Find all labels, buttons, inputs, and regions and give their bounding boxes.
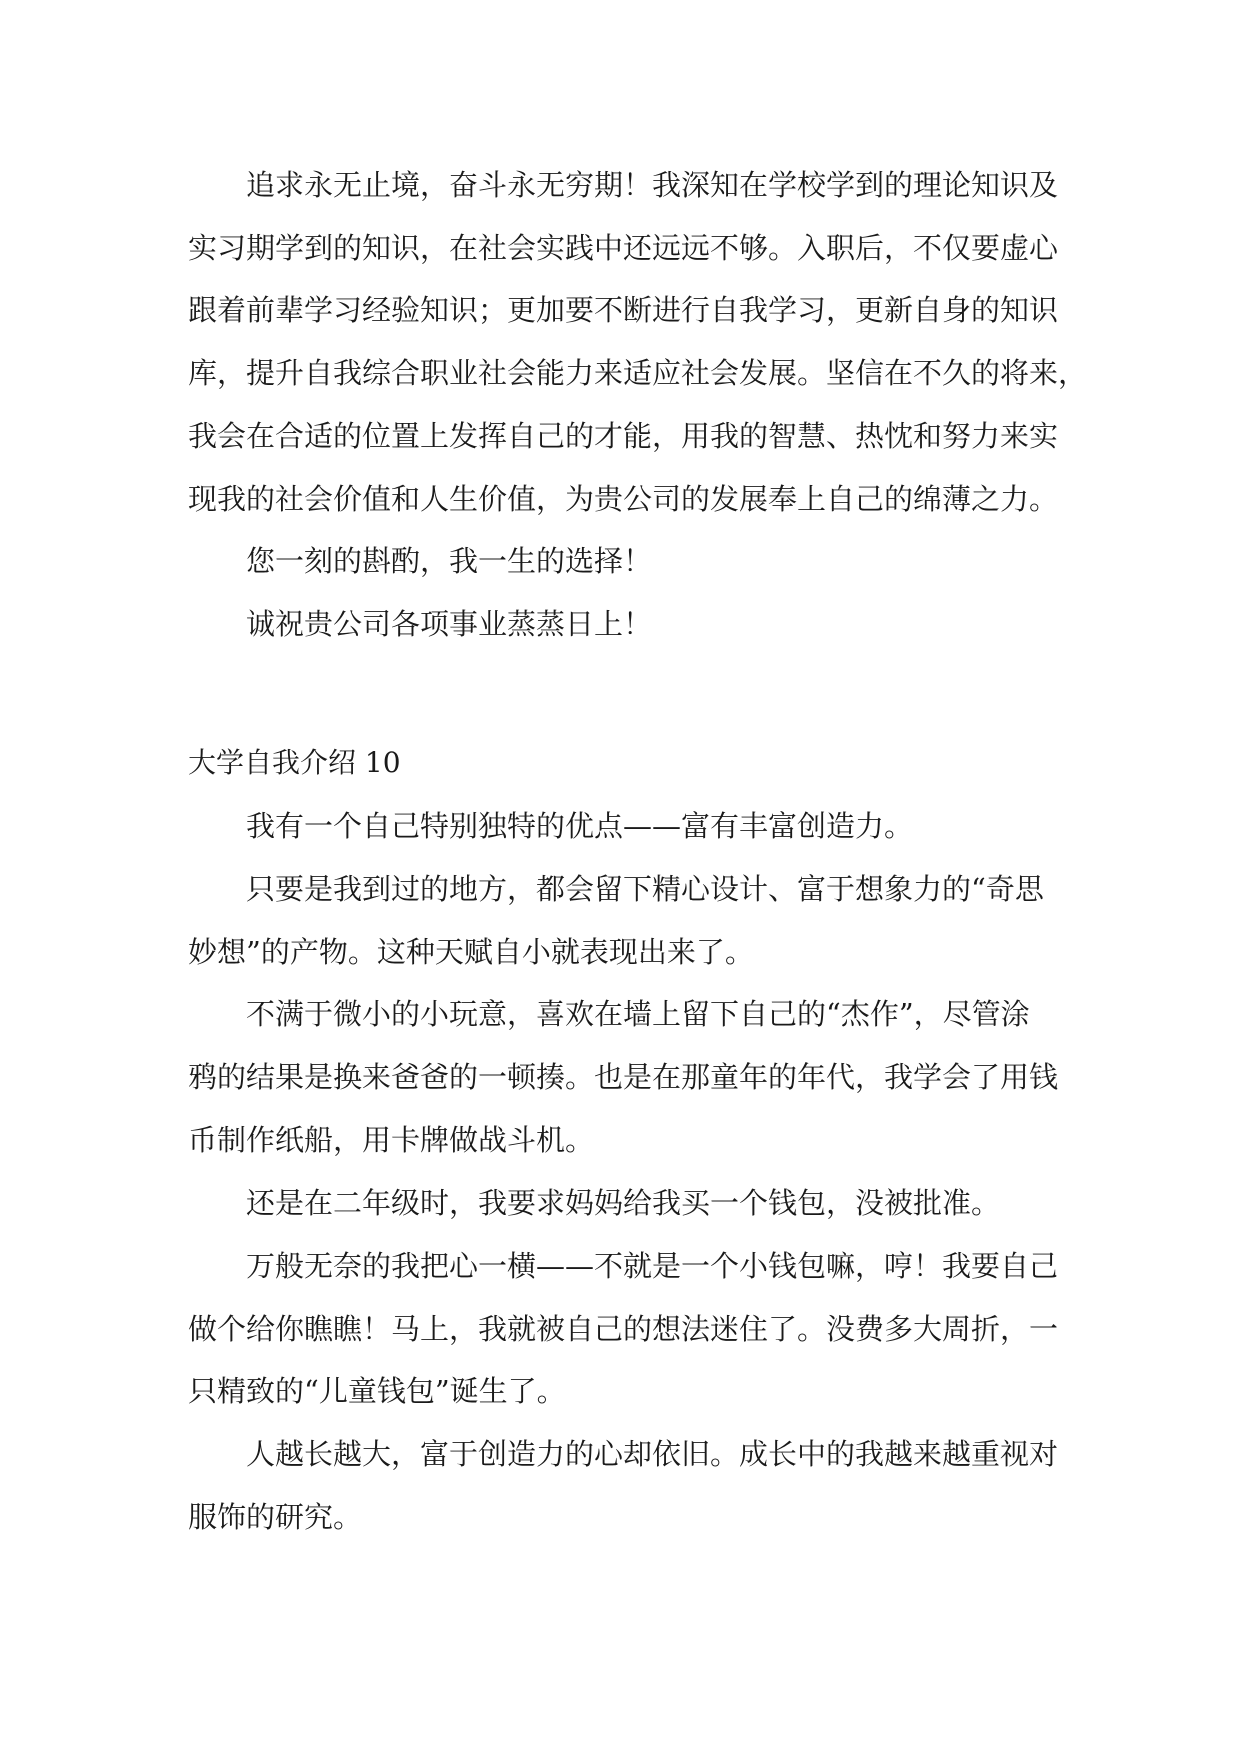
- text-line: 我会在合适的位置上发挥自己的才能，用我的智慧、热忱和努力来实: [188, 419, 1059, 453]
- text-line: 鸦的结果是换来爸爸的一顿揍。也是在那童年的年代，我学会了用钱: [188, 1060, 1059, 1094]
- text-line: 库，提升自我综合职业社会能力来适应社会发展。坚信在不久的将来，: [188, 356, 1088, 390]
- text-line: 服饰的研究。: [188, 1500, 363, 1534]
- paragraph: 还是在二年级时，我要求妈妈给我买一个钱包，没被批准。: [246, 1186, 1001, 1220]
- text-line: 只要是我到过的地方，都会留下精心设计、富于想象力的“奇思: [246, 872, 1044, 906]
- paragraph: 我有一个自己特别独特的优点——富有丰富创造力。: [246, 809, 914, 843]
- text-line: 跟着前辈学习经验知识；更加要不断进行自我学习，更新自身的知识: [188, 293, 1059, 327]
- text-line: 不满于微小的小玩意，喜欢在墙上留下自己的“杰作”，尽管涂: [246, 997, 1030, 1031]
- text-line: 只精致的“儿童钱包”诞生了。: [188, 1374, 566, 1408]
- text-line: 万般无奈的我把心一横——不就是一个小钱包嘛，哼！我要自己: [246, 1249, 1059, 1283]
- text-line: 币制作纸船，用卡牌做战斗机。: [188, 1123, 595, 1157]
- text-line: 做个给你瞧瞧！马上，我就被自己的想法迷住了。没费多大周折，一: [188, 1312, 1059, 1346]
- text-line: 追求永无止境，奋斗永无穷期！我深知在学校学到的理论知识及: [246, 168, 1059, 202]
- text-line: 现我的社会价值和人生价值，为贵公司的发展奉上自己的绵薄之力。: [188, 482, 1059, 516]
- text-line: 人越长越大，富于创造力的心却依旧。成长中的我越来越重视对: [246, 1437, 1059, 1471]
- text-line: 妙想”的产物。这种天赋自小就表现出来了。: [188, 935, 754, 969]
- paragraph: 您一刻的斟酌，我一生的选择！: [246, 544, 653, 578]
- section-heading: 大学自我介绍 10: [188, 746, 401, 779]
- text-line: 实习期学到的知识，在社会实践中还远远不够。入职后，不仅要虚心: [188, 231, 1059, 265]
- paragraph: 诚祝贵公司各项事业蒸蒸日上！: [246, 607, 653, 641]
